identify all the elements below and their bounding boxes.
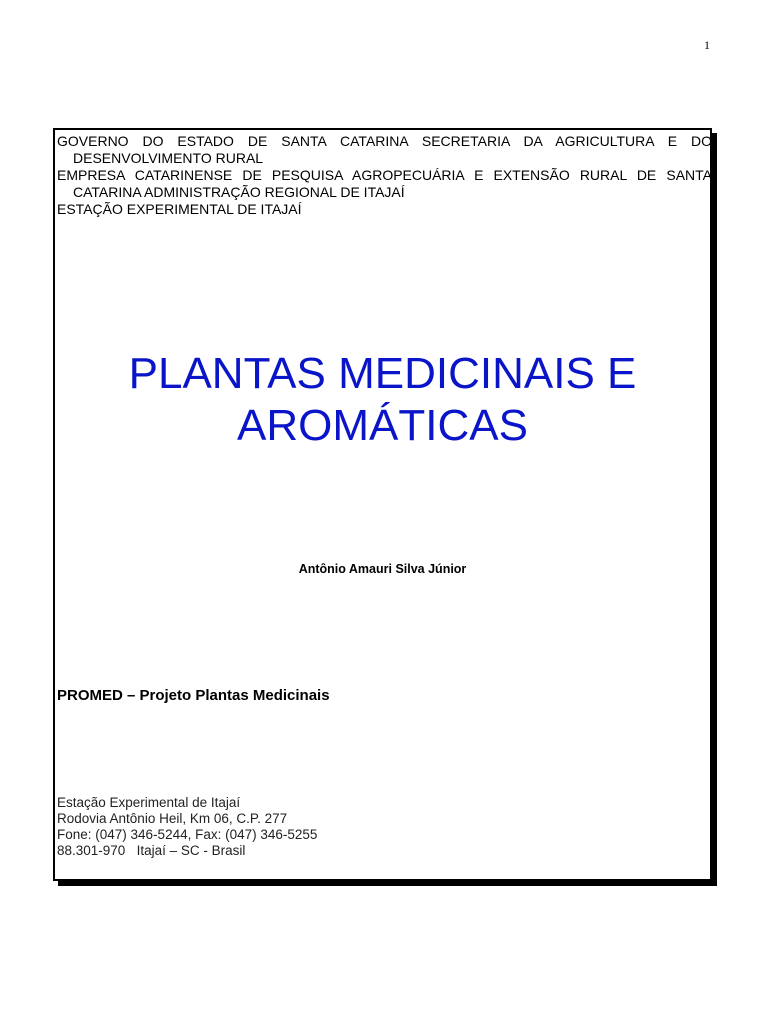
- title-line-2: AROMÁTICAS: [237, 401, 528, 450]
- address-line-station: Estação Experimental de Itajaí: [57, 795, 241, 810]
- document-title: [55, 348, 710, 452]
- project-name: PROMED – Projeto Plantas Medicinais: [57, 687, 330, 704]
- address-line-phone: Fone: (047) 346-5244, Fax: (047) 346-5255: [57, 827, 318, 842]
- header-line-station: ESTAÇÃO EXPERIMENTAL DE ITAJAÍ: [57, 201, 302, 217]
- author-name: Antônio Amauri Silva Júnior: [298, 562, 467, 576]
- header-line-government: GOVERNO DO ESTADO DE SANTA CATARINA SECRETARIA DA AGRICULTURA E DO DESENVOLVIMENTO RURAL: [57, 133, 712, 166]
- page-number: 1: [704, 38, 710, 52]
- header-line-epagri: EMPRESA CATARINENSE DE PESQUISA AGROPECUÁRIA E EXTENSÃO RURAL DE SANTA CATARINA ADMINISTRAÇÃO REGIONAL DE ITAJAÍ: [57, 167, 712, 200]
- address-block: [57, 795, 317, 859]
- address-line-road: Rodovia Antônio Heil, Km 06, C.P. 277: [57, 811, 288, 826]
- cover-frame: [53, 128, 712, 881]
- title-line-1: PLANTAS MEDICINAIS E: [128, 349, 637, 398]
- address-line-postal: 88.301-970 Itajaí – SC - Brasil: [57, 843, 246, 858]
- institution-header: [57, 133, 712, 218]
